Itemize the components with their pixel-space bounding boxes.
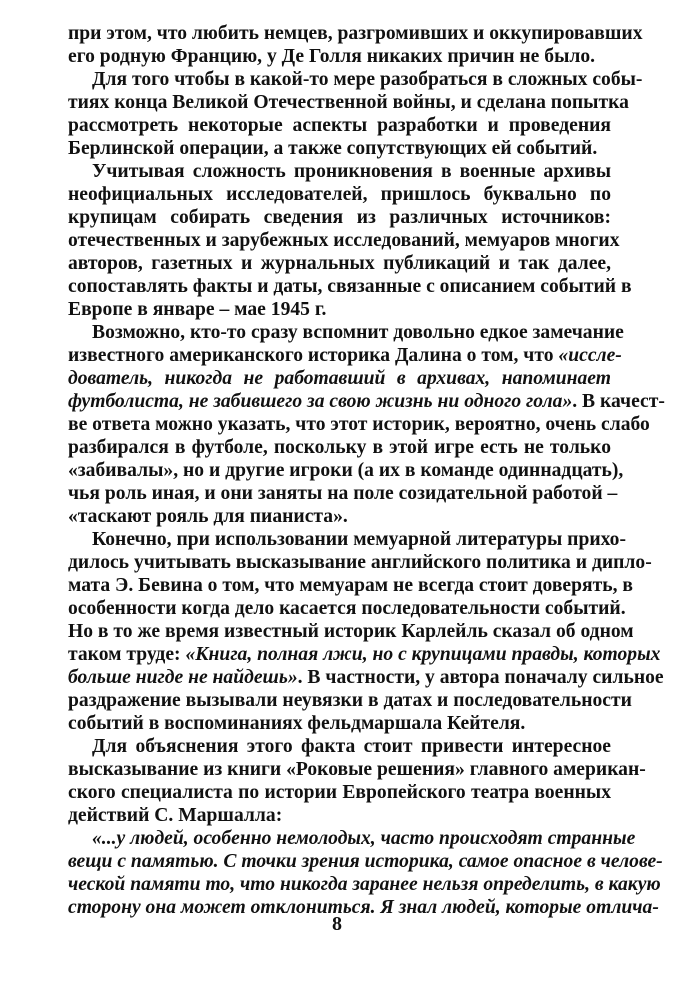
text-line: Европе в январе – мае 1945 г. [68, 299, 327, 320]
text-line: Возможно, кто-то сразу вспомнит довольно едкое замечание [92, 322, 624, 343]
text-line: Конечно, при использовании мемуарной литературы прихо- [92, 529, 627, 550]
text-line [68, 850, 663, 873]
text-line [68, 344, 622, 367]
text-line: событий в воспоминаниях фельдмаршала Кейтеля. [68, 713, 526, 734]
quote-text: сторону она может отклониться. Я знал людей, которые отлича- [68, 897, 659, 918]
quote-text: «иссле- [558, 345, 622, 366]
text-line: Для того чтобы в какой-то мере разобраться в сложных собы- [92, 69, 643, 90]
text-line: разбирался в футболе, поскольку в этой игре есть не только [68, 437, 611, 458]
quote-text: ческой памяти то, что никогда заранее нельзя определить, в какую [68, 874, 661, 895]
text-line: мата Э. Бевина о том, что мемуарам не всегда стоит доверять, в [68, 575, 633, 596]
text-line: действий С. Маршалла: [68, 805, 283, 826]
text-line: авторов, газетных и журнальных публикаций и так далее, [68, 253, 611, 274]
quote-text: футболиста, не забившего за свою жизнь ни одного гола» [68, 391, 573, 412]
text-line [68, 873, 661, 896]
body-text: . В частности, у автора поначалу сильное [297, 667, 664, 688]
text-line: чья роль иная, и они заняты на поле созидательной работой – [68, 483, 618, 504]
page-body [68, 22, 665, 919]
text-line [68, 827, 636, 850]
text-line: Но в то же время известный историк Карлейль сказал об одном [68, 621, 634, 642]
text-line: «забивалы», но и другие игроки (а их в команде одиннадцать), [68, 460, 624, 481]
body-text: . В качест- [572, 391, 665, 412]
text-line: ского специалиста по истории Европейского театра военных [68, 782, 611, 803]
text-line: неофициальных исследователей, пришлось буквально по [68, 184, 611, 205]
text-line: отечественных и зарубежных исследований, мемуаров многих [68, 230, 620, 251]
text-line: особенности когда дело касается последовательности событий. [68, 598, 626, 619]
text-line: при этом, что любить немцев, разгромивших и оккупировавших [68, 23, 643, 44]
text-line: Для объяснения этого факта стоит привести интересное [92, 736, 611, 757]
text-line [68, 666, 664, 689]
text-line: дилось учитывать высказывание английского политика и дипло- [68, 552, 652, 573]
text-line [68, 367, 611, 390]
text-line [68, 643, 661, 666]
quote-text: вещи с памятью. С точки зрения историка, самое опасное в челове- [68, 851, 663, 872]
text-line: высказывание из книги «Роковые решения» главного американ- [68, 759, 646, 780]
quote-text: дователь, никогда не работавший в архивах, напоминает [68, 368, 611, 389]
text-line: Учитывая сложность проникновения в военные архивы [92, 161, 611, 182]
text-line: «таскают рояль для пианиста». [68, 506, 348, 527]
quote-text: «...у людей, особенно немолодых, часто происходят странные [92, 828, 636, 849]
text-line: его родную Францию, у Де Голля никаких причин не было. [68, 46, 596, 67]
text-line: ве ответа можно указать, что этот историк, вероятно, очень слабо [68, 414, 650, 435]
text-line: Берлинской операции, а также сопутствующих ей событий. [68, 138, 598, 159]
text-line [68, 390, 665, 413]
text-line: рассмотреть некоторые аспекты разработки и проведения [68, 115, 611, 136]
quote-text: больше нигде не найдешь» [68, 667, 298, 688]
text-line: тиях конца Великой Отечественной войны, и сделана попытка [68, 92, 629, 113]
text-line: сопоставлять факты и даты, связанные с описанием событий в [68, 276, 632, 297]
body-text: известного американского историка Далина о том, что [68, 345, 559, 366]
page-number: 8 [332, 913, 342, 935]
text-line: раздражение вызывали неувязки в датах и последовательности [68, 690, 632, 711]
body-text: таком труде: [68, 644, 186, 665]
quote-text: «Книга, полная лжи, но с крупицами правды, которых [185, 644, 661, 665]
text-line: крупицам собирать сведения из различных источников: [68, 207, 611, 228]
